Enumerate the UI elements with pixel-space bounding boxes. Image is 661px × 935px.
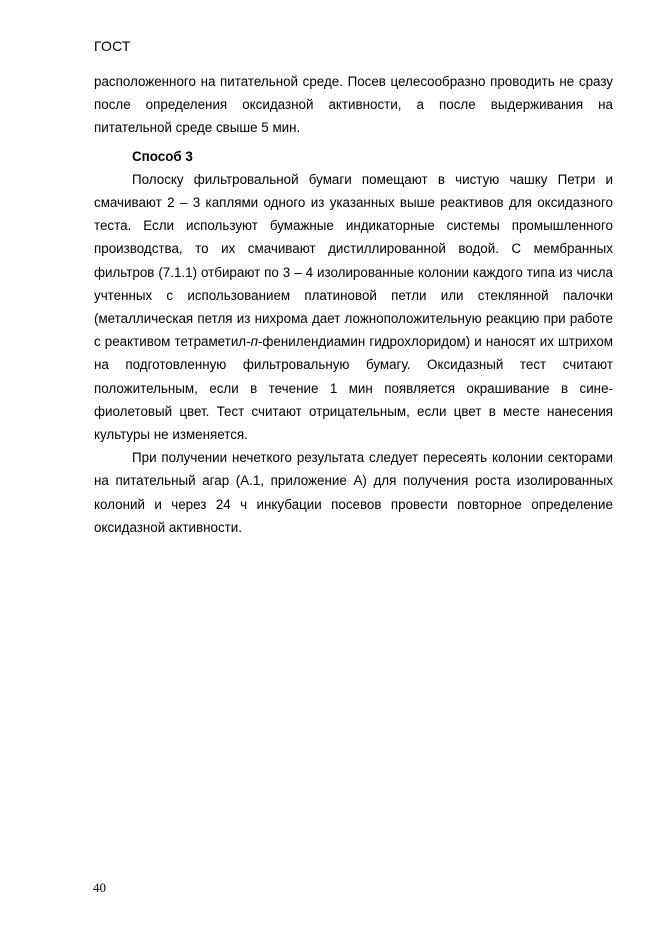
- paragraph-method-3: [94, 168, 613, 446]
- paragraph-unclear-result: При получении нечеткого результата следует пересеять колонии секторами на питательный агар (А.1, приложение А) для получения роста изолированных колоний и через 24 ч инкубации посевов провести повторное определение оксидазной активности.: [94, 450, 613, 535]
- section-heading: Способ 3: [132, 148, 193, 164]
- paragraph-method-3-text-a: Полоску фильтровальной бумаги помещают в чистую чашку Петри и смачивают 2 – 3 каплями одного из указанных выше реактивов для оксидазного теста. Если используют бумажные индикаторные системы промышленного производства, то их смачивают дистиллированной водой. С мембранных фильтров (7.1.1) отбирают по 3 – 4 изолированные колонии каждого типа из числа учтенных с использованием платиновой петли или стеклянной палочки (металлическая петля из нихрома дает ложноположительную реакцию при работе с реактивом тетраметил-: [94, 171, 613, 350]
- paragraph-method-3-text-b: -фенилендиамин гидрохлоридом) и наносят их штрихом на подготовленную фильтровальную бумагу. Оксидазный тест считают положительным, если в течение 1 мин появляется окрашивание в сине-фиолетовый цвет. Тест считают отрицательным, если цвет в месте нанесения культуры не изменяется.: [94, 334, 613, 443]
- document-header: ГОСТ: [94, 38, 131, 54]
- paragraph-method-3-italic: п: [250, 334, 258, 350]
- document-body: [94, 70, 613, 539]
- paragraph-continuation: расположенного на питательной среде. Посев целесообразно проводить не сразу после определения оксидазной активности, а после выдерживания на питательной среде свыше 5 мин.: [94, 74, 613, 136]
- page-number: 40: [93, 880, 106, 895]
